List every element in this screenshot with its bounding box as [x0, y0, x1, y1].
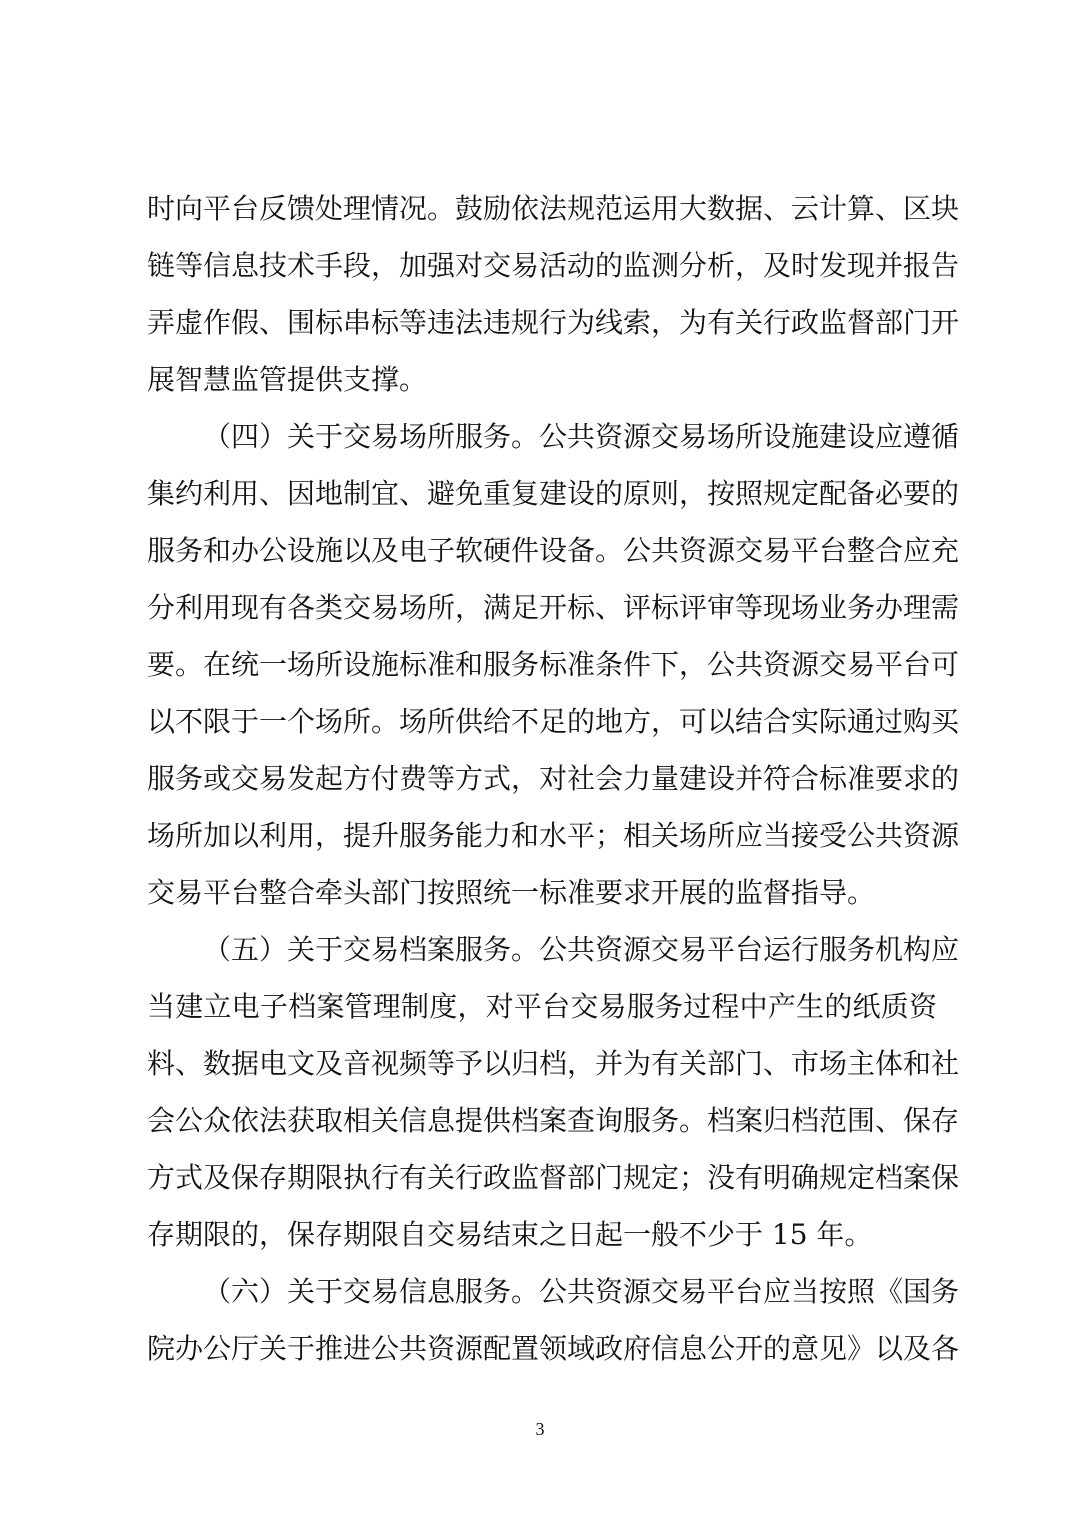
paragraph-line: 要。在统一场所设施标准和服务标准条件下，公共资源交易平台可: [147, 648, 960, 681]
paragraph-line: 交易平台整合牵头部门按照统一标准要求开展的监督指导。: [147, 876, 876, 909]
section-heading-line: （四）关于交易场所服务。公共资源交易场所设施建设应遵循: [203, 420, 960, 453]
paragraph-line: 服务或交易发起方付费等方式，对社会力量建设并符合标准要求的: [147, 762, 960, 795]
paragraph-line: 料、数据电文及音视频等予以归档，并为有关部门、市场主体和社: [147, 1047, 960, 1080]
paragraph-line: 时向平台反馈处理情况。鼓励依法规范运用大数据、云计算、区块: [147, 192, 960, 225]
paragraph-line: 存期限的，保存期限自交易结束之日起一般不少于 15 年。: [147, 1218, 873, 1251]
section-heading-line: （六）关于交易信息服务。公共资源交易平台应当按照《国务: [203, 1275, 960, 1308]
paragraph-line: 会公众依法获取相关信息提供档案查询服务。档案归档范围、保存: [147, 1104, 960, 1137]
paragraph-line: 链等信息技术手段，加强对交易活动的监测分析，及时发现并报告: [147, 249, 960, 282]
paragraph-line: 弄虚作假、围标串标等违法违规行为线索，为有关行政监督部门开: [147, 306, 960, 339]
paragraph-line: 以不限于一个场所。场所供给不足的地方，可以结合实际通过购买: [147, 705, 960, 738]
paragraph-line: 场所加以利用，提升服务能力和水平；相关场所应当接受公共资源: [147, 819, 960, 852]
paragraph-line: 方式及保存期限执行有关行政监督部门规定；没有明确规定档案保: [147, 1161, 960, 1194]
paragraph-line: 院办公厅关于推进公共资源配置领域政府信息公开的意见》以及各: [147, 1332, 960, 1365]
section-heading-line: （五）关于交易档案服务。公共资源交易平台运行服务机构应: [203, 933, 960, 966]
paragraph-line: 当建立电子档案管理制度，对平台交易服务过程中产生的纸质资: [147, 990, 937, 1023]
paragraph-line: 服务和办公设施以及电子软硬件设备。公共资源交易平台整合应充: [147, 534, 960, 567]
paragraph-line: 展智慧监管提供支撑。: [147, 363, 428, 396]
paragraph-line: 分利用现有各类交易场所，满足开标、评标评审等现场业务办理需: [147, 591, 960, 624]
page-number: 3: [535, 1419, 545, 1439]
paragraph-line: 集约利用、因地制宜、避免重复建设的原则，按照规定配备必要的: [147, 477, 960, 510]
